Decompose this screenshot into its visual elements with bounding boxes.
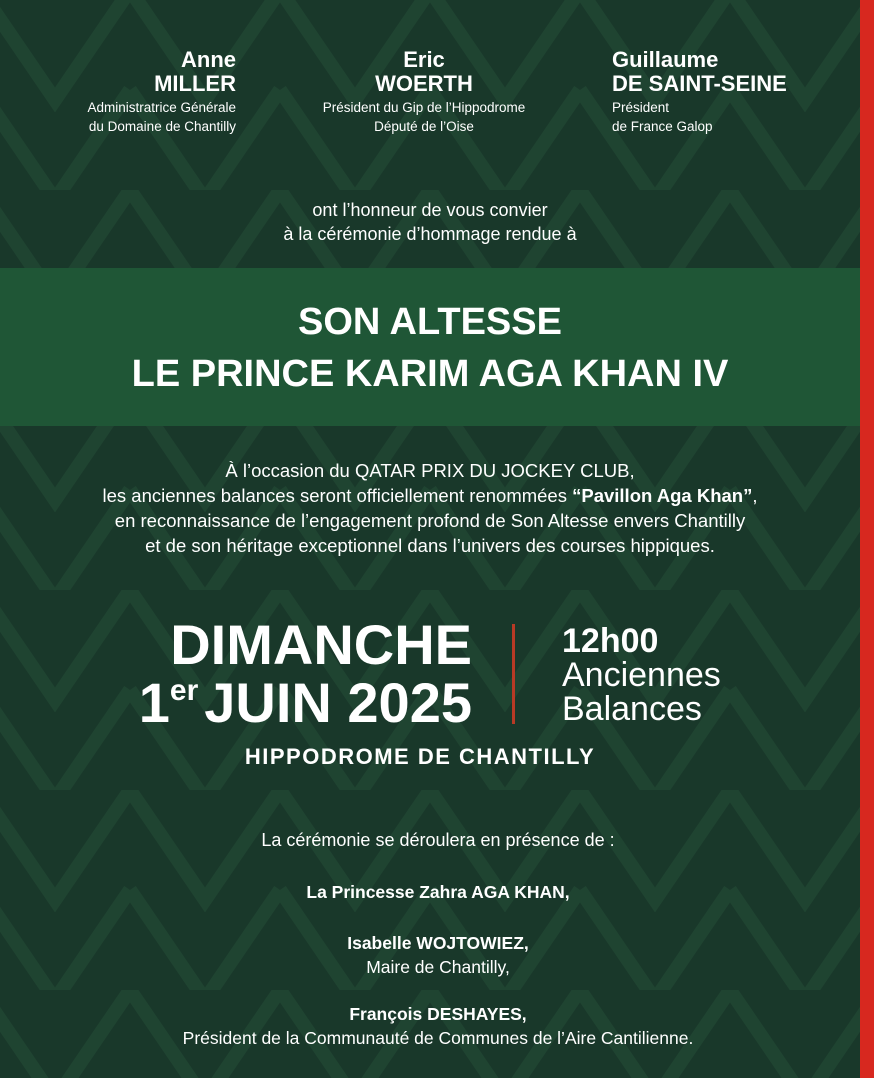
honoree-line: LE PRINCE KARIM AGA KHAN IV [131,353,729,395]
event-place-line: Balances [562,690,702,728]
host-role-line: Président du Gip de l’Hippodrome [322,100,526,115]
host-role-line: du Domaine de Chantilly [88,119,236,134]
event-date-number: 1 [138,671,170,734]
event-date [138,613,472,734]
guest-princess-zahra [0,880,874,904]
description-text-part: , [752,485,758,506]
guest-name: François DESHAYES, [349,1004,527,1024]
event-date-block [0,612,860,732]
host-role-line: de France Galop [612,119,713,134]
guest-name: Isabelle WOJTOWIEZ, [347,933,529,953]
host-first-name: Eric [403,47,445,72]
pavillon-name: “Pavillon Aga Khan” [572,485,753,506]
host-eric-woerth [290,48,558,136]
host-last-name: WOERTH [375,71,473,96]
attendance-intro: La cérémonie se déroulera en présence de : [261,830,615,850]
host-guillaume-de-saint-seine [612,48,787,136]
event-time: 12h00 [562,622,659,660]
event-date-line [138,671,472,734]
event-venue: HIPPODROME DE CHANTILLY [244,744,596,769]
date-divider [512,624,515,724]
host-role-line: Administratrice Générale [87,100,236,115]
description-line: en reconnaissance de l’engagement profond de Son Altesse envers Chantilly [114,510,746,531]
honoree-title [0,296,860,400]
description-text-part: les anciennes balances seront officiellement renommées [102,485,573,506]
honoree-line: SON ALTESSE [298,301,562,343]
event-place-line: Anciennes [562,656,721,694]
host-first-name: Guillaume [612,47,719,72]
invitation-line: à la cérémonie d’hommage rendue à [283,224,577,244]
host-role-line: Président [612,100,670,115]
guest-francois-deshayes [0,1002,874,1050]
event-month-year: JUIN 2025 [204,671,472,734]
host-last-name: DE SAINT-SEINE [612,71,787,96]
guest-role: Maire de Chantilly, [366,957,510,977]
description-text [0,458,860,558]
red-accent-bar [860,0,874,1078]
description-line: À l’occasion du QATAR PRIX DU JOCKEY CLUB, [225,460,635,481]
guest-isabelle-wojtowiez [0,931,874,979]
host-anne-miller [87,48,236,136]
host-role [290,98,558,136]
host-last-name: MILLER [154,71,236,96]
host-role [612,98,787,136]
host-role [87,98,236,136]
event-date-ordinal: er [169,674,199,707]
guest-role: Président de la Communauté de Communes de l’Aire Cantilienne. [182,1028,694,1048]
description-line [0,483,860,508]
invitation-text [0,198,860,246]
invitation-line: ont l’honneur de vous convier [312,200,548,220]
host-role-line: Député de l’Oise [374,119,474,134]
guest-name: La Princesse Zahra AGA KHAN, [306,882,570,902]
event-time-place [562,624,721,726]
event-day: DIMANCHE [170,613,472,676]
description-line: et de son héritage exceptionnel dans l’univers des courses hippiques. [145,535,715,556]
host-first-name: Anne [181,47,236,72]
